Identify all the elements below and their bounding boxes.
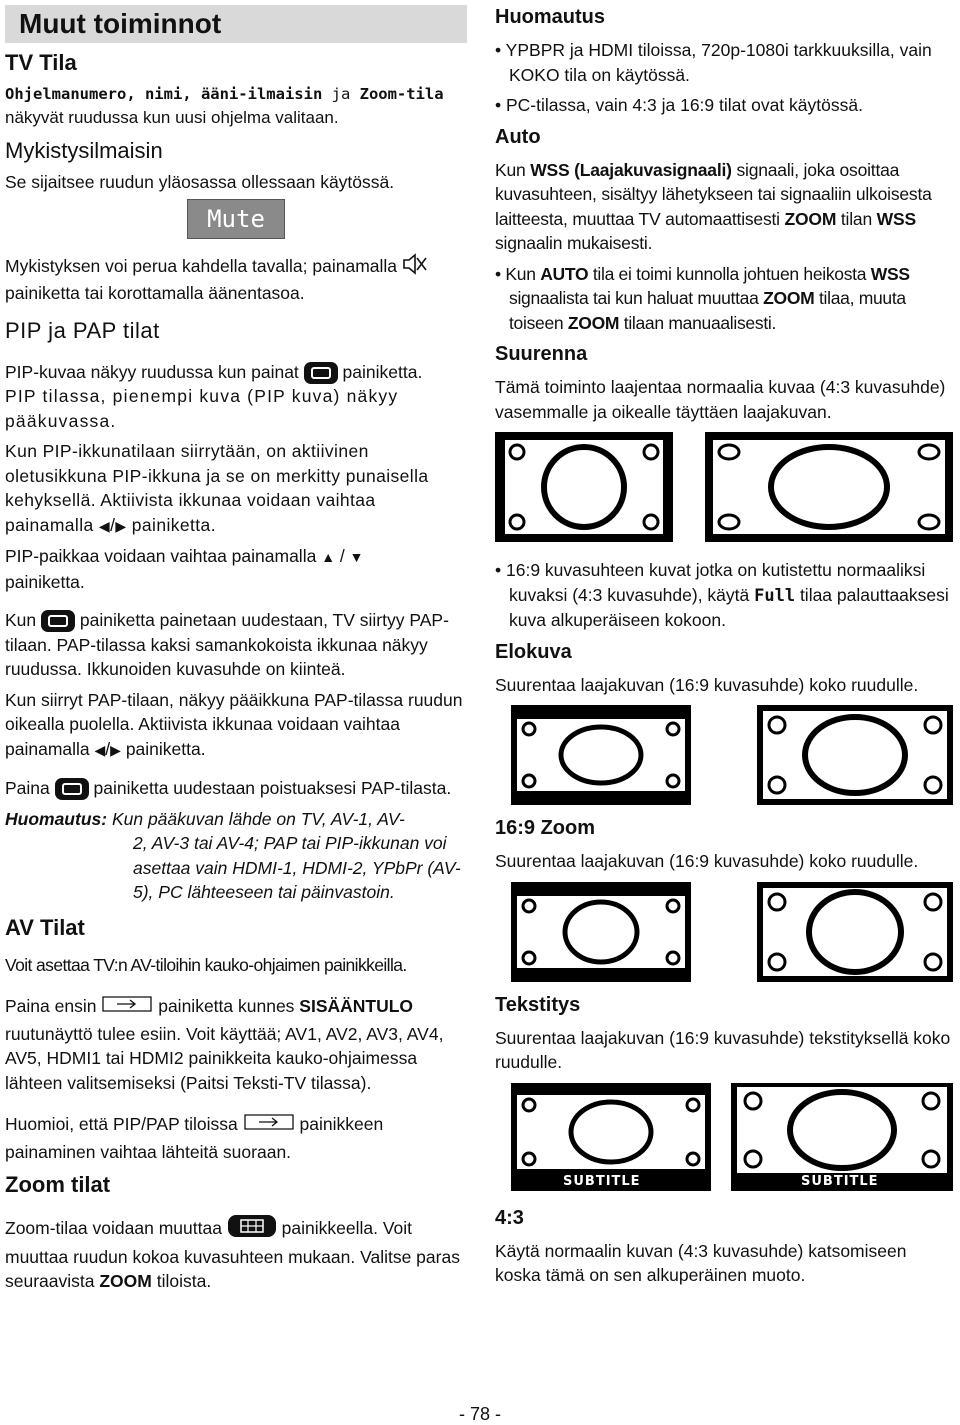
subtitle-result-figure [731,1083,953,1191]
cinema-source-figure [511,705,691,810]
subtitle-heading: Tekstitys [495,993,581,1016]
av-text-3: Huomioi, että PIP/PAP tiloissa painikkeen painaminen vaihtaa lähteitä suoraan. [5,1111,467,1164]
screen-4-3-figure [495,432,673,542]
mute-label: Mute [207,204,265,233]
subtitle-text: Suurentaa laajakuvan (16:9 kuvasuhde) tekstityksellä koko ruudulle. [495,1027,951,1072]
pip-text-1: PIP-kuvaa näkyy ruudussa kun painat painiketta. PIP tilassa, pienempi kuva (PIP kuva) näkyy pääkuvassa. [5,361,423,431]
section-banner [5,5,467,43]
tv-mode-text: Ohjelmanumero, nimi, ääni-ilmaisin ja Zoom-tila näkyvät ruudussa kun uusi ohjelma valitaan. [5,85,444,127]
note-heading: Huomautus [495,6,605,28]
pip-text-3: PIP-paikkaa voidaan vaihtaa painamalla ▲ / ▼ painiketta. [5,546,364,592]
subtitle-caption: SUBTITLE [801,1173,879,1189]
subtitle-caption: SUBTITLE [563,1173,641,1189]
zoom-text: Zoom-tilaa voidaan muuttaa painikkeella. Voit muuttaa ruudun kokoa kuvasuhteen mukaan. Valitse paras seuraavista ZOOM tiloista. [5,1214,467,1294]
pap-note-continued: 2, AV-3 tai AV-4; PAP tai PIP-ikkunan voi asettaa vain HDMI-1, HDMI-2, YPbPr (AV-5), PC lähteeseen tai päinvastoin. [133,833,461,902]
right-arrow-icon: ▶ [115,517,127,534]
av-text-2: Paina ensin painiketta kunnes SISÄÄNTULO ruutunäyttö tulee esiin. Voit käyttää; AV1, AV2, AV3, AV4, AV5, HDMI1 tai HDMI2 painikkeita kauko-ohjaimessa lähteen valitsemiseksi (Paitsi Teksti-TV tilassa). [5,993,467,1095]
zoom169-heading: 16:9 Zoom [495,817,596,839]
enlarge-bullet: • 16:9 kuvasuhteen kuvat jotka on kutistettu normaaliksi kuvaksi (4:3 kuvasuhde), käytä Full tilaa palauttaaksesi kuva alkuperäiseen kokoon. [495,560,949,630]
enlarge-text: Tämä toiminto laajentaa normaalia kuvaa (4:3 kuvasuhde) vasemmalle ja oikealle täyttäen laajakuvan. [495,377,946,422]
av-heading: AV Tilat [5,914,85,940]
cinema-result-figure [757,705,953,810]
left-arrow-icon: ◀ [94,741,106,758]
pip-button-icon [304,362,338,384]
source-icon [101,993,153,1022]
subtitle-figures [495,1083,955,1195]
enlarge-heading: Suurenna [495,343,588,365]
zoom169-source-figure [511,882,691,987]
left-column [5,0,467,1294]
subtitle-source-figure [511,1083,711,1191]
zoom-heading: Zoom tilat [5,1172,111,1197]
up-arrow-icon: ▲ [321,549,336,565]
cinema-heading: Elokuva [495,640,572,663]
pip-button-icon [41,610,75,632]
mute-icon [402,253,428,282]
pap-text-2: Kun siirryt PAP-tilaan, näkyy pääikkuna PAP-tilassa ruudun oikealla puolella. Aktiivista ikkunaa voidaan vaihtaa painamalla ◀/▶ painiketta. [5,689,463,759]
mute-text-2: Mykistyksen voi perua kahdella tavalla; painamalla painiketta tai korottamalla äänentasoa. [5,253,467,306]
auto-heading: Auto [495,125,541,148]
auto-bullet: • Kun AUTO tila ei toimi kunnolla johtuen heikosta WSS signaalista tai kun haluat muuttaa ZOOM tilaa, muuta toiseen ZOOM tilaan manuaalisesti. [495,263,910,333]
zoom169-figures [495,882,955,986]
ratio43-text: Käytä normaalin kuvan (4:3 kuvasuhde) katsomiseen koska tämä on sen alkuperäinen muoto. [495,1240,907,1285]
zoom169-text: Suurentaa laajakuvan (16:9 kuvasuhde) koko ruudulle. [495,851,919,871]
cinema-text: Suurentaa laajakuvan (16:9 kuvasuhde) koko ruudulle. [495,674,919,695]
zoom169-result-figure [757,882,953,987]
cinema-figures [495,705,955,809]
mute-indicator [187,199,285,239]
pip-button-icon [55,778,89,800]
mute-heading: Mykistysilmaisin [5,138,163,163]
page-number: - 78 - [458,1404,501,1424]
right-arrow-icon: ▶ [110,741,121,758]
av-text-1: Voit asettaa TV:n AV-tiloihin kauko-ohjaimen painikkeilla. [5,954,407,975]
right-column [495,0,955,1288]
screen-16-9-figure [705,432,953,547]
pip-pap-heading: PIP ja PAP tilat [5,317,160,343]
auto-text: Kun WSS (Laajakuvasignaali) signaali, joka osoittaa kuvasuhteen, sisältyy lähetykseen tai signaaliin ulkoisesta laitteesta, muuttaa TV automaattisesti ZOOM tilan WSS signaalin mukaisesti. [495,159,932,253]
enlarge-figures [495,432,955,544]
banner-title: Muut toiminnot [19,8,222,39]
mute-text-1: Se sijaitsee ruudun yläosassa ollessaan käytössä. [5,172,395,192]
note-bullet-2: • PC-tilassa, vain 4:3 ja 16:9 tilat ovat käytössä. [495,95,863,115]
ratio43-heading: 4:3 [495,1206,524,1229]
zoom-button-icon [227,1214,277,1245]
note-bullet-1: • YPBPR ja HDMI tiloissa, 720p-1080i tarkkuuksilla, vain KOKO tila on käytössä. [495,40,932,85]
pap-text-3: Paina painiketta uudestaan poistuaksesi PAP-tilasta. [5,776,467,801]
source-icon [243,1111,295,1140]
left-arrow-icon: ◀ [98,517,111,534]
down-arrow-icon: ▼ [349,549,364,565]
pap-note: Huomautus: Kun pääkuvan lähde on TV, AV-1, AV- [5,808,405,829]
tv-mode-heading: TV Tila [5,50,77,75]
pap-text-1: Kun painiketta painetaan uudestaan, TV siirtyy PAP-tilaan. PAP-tilassa kaksi samankokoista ikkunaa näkyy ruudussa. Ikkunoiden kuvasuhde on kiinteä. [5,610,449,679]
pip-text-2: Kun PIP-ikkunatilaan siirrytään, on aktiivinen oletusikkuna PIP-ikkuna ja se on merkitty punaisella kehyksellä. Aktiivista ikkunaa voidaan vaihtaa painamalla ◀/▶ painiketta. [5,441,429,535]
